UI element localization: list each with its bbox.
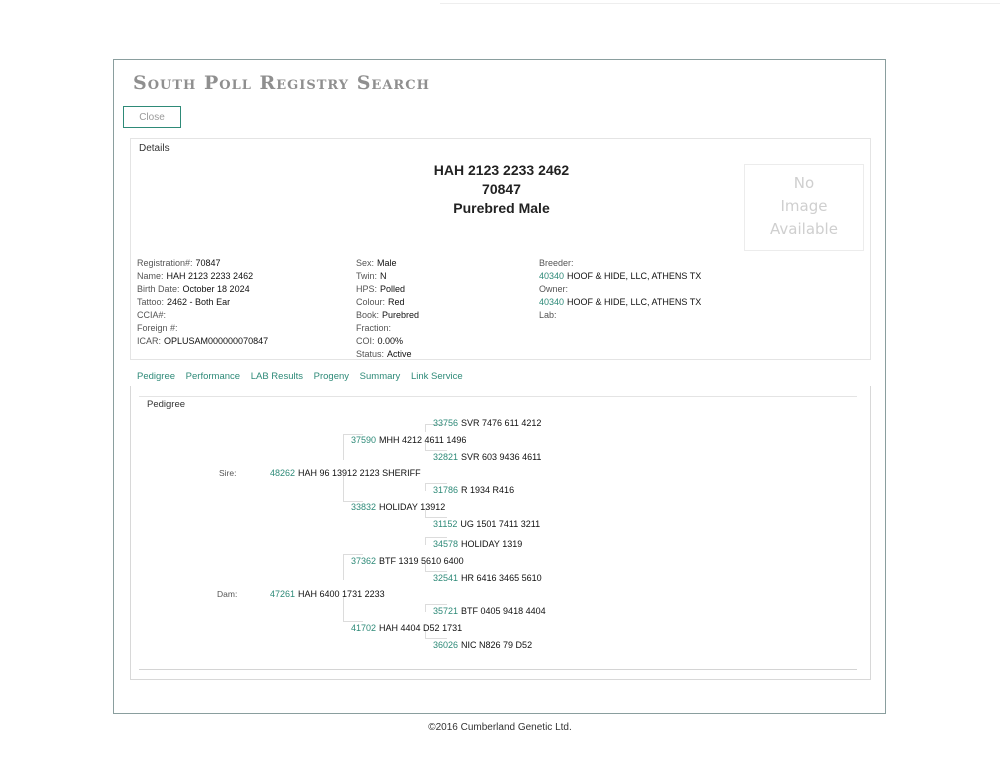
- connector-line: [343, 621, 363, 622]
- details-column-1: [137, 257, 268, 348]
- pedigree-sire-dam: 33832 HOLIDAY 13912: [351, 502, 446, 512]
- pedigree-sire: 48262 HAH 96 13912 2123 SHERIFF: [270, 468, 421, 478]
- connector-line: [425, 517, 447, 518]
- field-hps: HPS: Polled: [356, 284, 406, 294]
- field-foreign: Foreign #:: [137, 323, 178, 333]
- pedigree-entry: 36026 NIC N826 79 D52: [433, 640, 533, 650]
- connector-line: [425, 604, 447, 605]
- tab-lab-results[interactable]: LAB Results: [250, 371, 303, 382]
- connector-line: [425, 483, 447, 484]
- field-birth-date: Birth Date: October 18 2024: [137, 284, 250, 294]
- field-name: Name: HAH 2123 2233 2462: [137, 271, 254, 281]
- pedigree-id-link[interactable]: 41702: [351, 623, 377, 633]
- field-owner-label: Owner:: [539, 284, 569, 294]
- pedigree-entry: 31786 R 1934 R416: [433, 485, 515, 495]
- pedigree-entry: 31152 UG 1501 7411 3211: [433, 519, 541, 529]
- pedigree-dam-dam: 41702 HAH 4404 D52 1731: [351, 623, 463, 633]
- field-owner: 40340 HOOF & HIDE, LLC, ATHENS TX: [539, 297, 702, 307]
- pedigree-sire-sire: 37590 MHH 4212 4611 1496: [351, 435, 467, 445]
- headline-name: HAH 2123 2233 2462: [433, 162, 570, 178]
- field-coi: COI: 0.00%: [356, 336, 404, 346]
- pedigree-id-link[interactable]: 48262: [270, 468, 296, 478]
- pedigree-id-link[interactable]: 36026: [433, 640, 459, 650]
- pedigree-id-link[interactable]: 33756: [433, 418, 459, 428]
- connector-line: [425, 424, 426, 432]
- tab-progeny[interactable]: Progeny: [313, 371, 350, 382]
- pedigree-entry: 34578 HOLIDAY 1319: [433, 539, 523, 549]
- scan-edge: [440, 3, 1000, 4]
- pedigree-id-link[interactable]: 47261: [270, 589, 296, 599]
- field-sex: Sex: Male: [356, 258, 397, 268]
- details-legend: Details: [139, 143, 170, 154]
- breeder-id-link[interactable]: 40340: [539, 271, 565, 281]
- no-image-placeholder: No Image Available: [744, 164, 864, 251]
- field-status: Status: Active: [356, 349, 412, 359]
- pedigree-id-link[interactable]: 33832: [351, 502, 377, 512]
- field-tattoo: Tattoo: 2462 - Both Ear: [137, 297, 231, 307]
- dam-label: Dam:: [217, 589, 238, 599]
- pedigree-id-link[interactable]: 35721: [433, 606, 459, 616]
- field-lab: Lab:: [539, 310, 557, 320]
- field-book: Book: Purebred: [356, 310, 420, 320]
- pedigree-id-link[interactable]: 31152: [433, 519, 458, 529]
- connector-line: [425, 483, 426, 491]
- owner-id-link[interactable]: 40340: [539, 297, 565, 307]
- pedigree-entry: 35721 BTF 0405 9418 4404: [433, 606, 546, 616]
- tab-pedigree[interactable]: Pedigree: [137, 371, 176, 382]
- field-fraction: Fraction:: [356, 323, 392, 333]
- close-button[interactable]: Close: [123, 106, 181, 128]
- sire-label: Sire:: [219, 468, 237, 478]
- details-column-2: [356, 257, 419, 361]
- field-ccia: CCIA#:: [137, 310, 167, 320]
- tab-bar: [137, 371, 471, 382]
- pedigree-panel: [130, 386, 871, 680]
- field-icar: ICAR: OPLUSAM000000070847: [137, 336, 269, 346]
- pedigree-entry: 33756 SVR 7476 611 4212: [433, 418, 542, 428]
- connector-line: [343, 596, 344, 621]
- connector-line: [343, 476, 344, 501]
- details-panel: [130, 138, 871, 360]
- field-registration: Registration#: 70847: [137, 258, 221, 268]
- details-column-3: [539, 257, 701, 322]
- pedigree-dam: 47261 HAH 6400 1731 2233: [270, 589, 385, 599]
- pedigree-id-link[interactable]: 34578: [433, 539, 459, 549]
- registry-window: [113, 59, 886, 714]
- pedigree-tree: [139, 396, 857, 670]
- pedigree-id-link[interactable]: 37362: [351, 556, 377, 566]
- headline-registration: 70847: [482, 181, 521, 197]
- connector-line: [343, 554, 363, 555]
- field-breeder-label: Breeder:: [539, 258, 574, 268]
- app-title: South Poll Registry Search: [133, 72, 430, 94]
- connector-line: [425, 571, 447, 572]
- field-colour: Colour: Red: [356, 297, 405, 307]
- tab-link-service[interactable]: Link Service: [410, 371, 463, 382]
- tab-summary[interactable]: Summary: [359, 371, 401, 382]
- field-twin: Twin: N: [356, 271, 387, 281]
- pedigree-entry: 32541 HR 6416 3465 5610: [433, 573, 542, 583]
- connector-line: [425, 537, 426, 545]
- field-breeder: 40340 HOOF & HIDE, LLC, ATHENS TX: [539, 271, 702, 281]
- pedigree-id-link[interactable]: 32821: [433, 452, 459, 462]
- connector-line: [425, 604, 426, 612]
- connector-line: [425, 450, 447, 451]
- headline-type: Purebred Male: [453, 200, 550, 216]
- pedigree-id-link[interactable]: 31786: [433, 485, 459, 495]
- connector-line: [425, 638, 447, 639]
- copyright-footer: ©2016 Cumberland Genetic Ltd.: [428, 722, 572, 733]
- pedigree-legend: Pedigree: [147, 399, 186, 410]
- pedigree-entry: 32821 SVR 603 9436 4611: [433, 452, 542, 462]
- connector-line: [343, 554, 344, 580]
- pedigree-dam-sire: 37362 BTF 1319 5610 6400: [351, 556, 464, 566]
- tab-performance[interactable]: Performance: [185, 371, 241, 382]
- pedigree-id-link[interactable]: 32541: [433, 573, 459, 583]
- pedigree-id-link[interactable]: 37590: [351, 435, 377, 445]
- connector-line: [425, 537, 447, 538]
- connector-line: [343, 434, 344, 460]
